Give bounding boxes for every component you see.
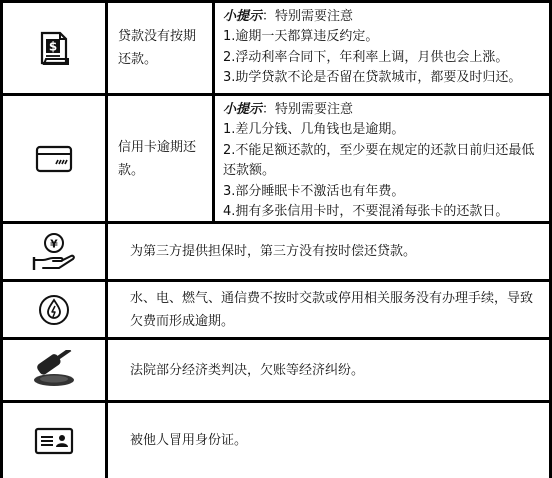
case-text: 为第三方提供担保时，第三方没有按时偿还贷款。: [130, 244, 417, 259]
tip-item: 3.助学贷款不论是否留在贷款城市，都要及时归还。: [223, 70, 522, 86]
credit-card-icon: [34, 144, 74, 174]
tip-cell: [215, 3, 549, 93]
tip-title-suffix: ：特别需要注意: [262, 102, 354, 117]
icon-cell: [3, 282, 105, 337]
tip-title-suffix: ：特别需要注意: [262, 9, 354, 24]
tip-box: [215, 96, 549, 222]
case-label: 信用卡逾期还款。: [118, 139, 197, 178]
icon-cell: [3, 96, 105, 221]
tip-item: 3.部分睡眠卡不激活也有年费。: [223, 183, 405, 199]
icon-cell: [3, 340, 105, 400]
utility-drop-icon: [37, 293, 71, 327]
icon-cell: [3, 403, 105, 478]
table-row: [3, 403, 549, 478]
case-label-cell: [108, 96, 212, 221]
table-row: [3, 96, 549, 221]
tip-item: 1.逾期一天都算违反约定。: [223, 29, 379, 45]
hand-coin-icon: [31, 232, 77, 272]
icon-cell: [3, 224, 105, 279]
gavel-icon: [30, 350, 78, 390]
case-text-cell: [108, 403, 549, 478]
tip-title: 小提示: [223, 9, 263, 24]
tip-item: 2.不能足额还款的，至少要在规定的还款日前归还最低还款额。: [223, 142, 535, 179]
svg-text:¥: ¥: [50, 237, 58, 250]
case-text-cell: [108, 340, 549, 400]
case-text-cell: [108, 224, 549, 279]
case-text-cell: [108, 282, 549, 337]
table-row: [3, 282, 549, 337]
tip-item: 1.差几分钱、几角钱也是逾期。: [223, 122, 405, 138]
case-label: 贷款没有按期还款。: [118, 29, 197, 67]
tip-box: [215, 3, 549, 89]
tip-item: 2.浮动利率合同下，年利率上调，月供也会上涨。: [223, 49, 509, 65]
bill-document-icon: [34, 28, 74, 68]
svg-text:$: $: [48, 39, 58, 54]
id-card-icon: [33, 426, 75, 456]
table-row: [3, 3, 549, 93]
case-label-cell: [108, 3, 212, 93]
case-text: 法院部分经济类判决，欠账等经济纠纷。: [130, 362, 365, 378]
tip-cell: [215, 96, 549, 221]
tip-heading: [223, 100, 541, 120]
icon-cell: [3, 3, 105, 93]
table-row: [3, 340, 549, 400]
tip-title: 小提示: [223, 102, 263, 117]
case-text: 水、电、燃气、通信费不按时交款或停用相关服务没有办理手续，导致欠费而形成逾期。: [130, 290, 534, 329]
table-row: [3, 224, 549, 279]
case-text: 被他人冒用身份证。: [130, 433, 248, 448]
tip-item: 4.拥有多张信用卡时，不要混淆每张卡的还款日。: [223, 204, 509, 220]
tip-heading: [223, 7, 541, 27]
